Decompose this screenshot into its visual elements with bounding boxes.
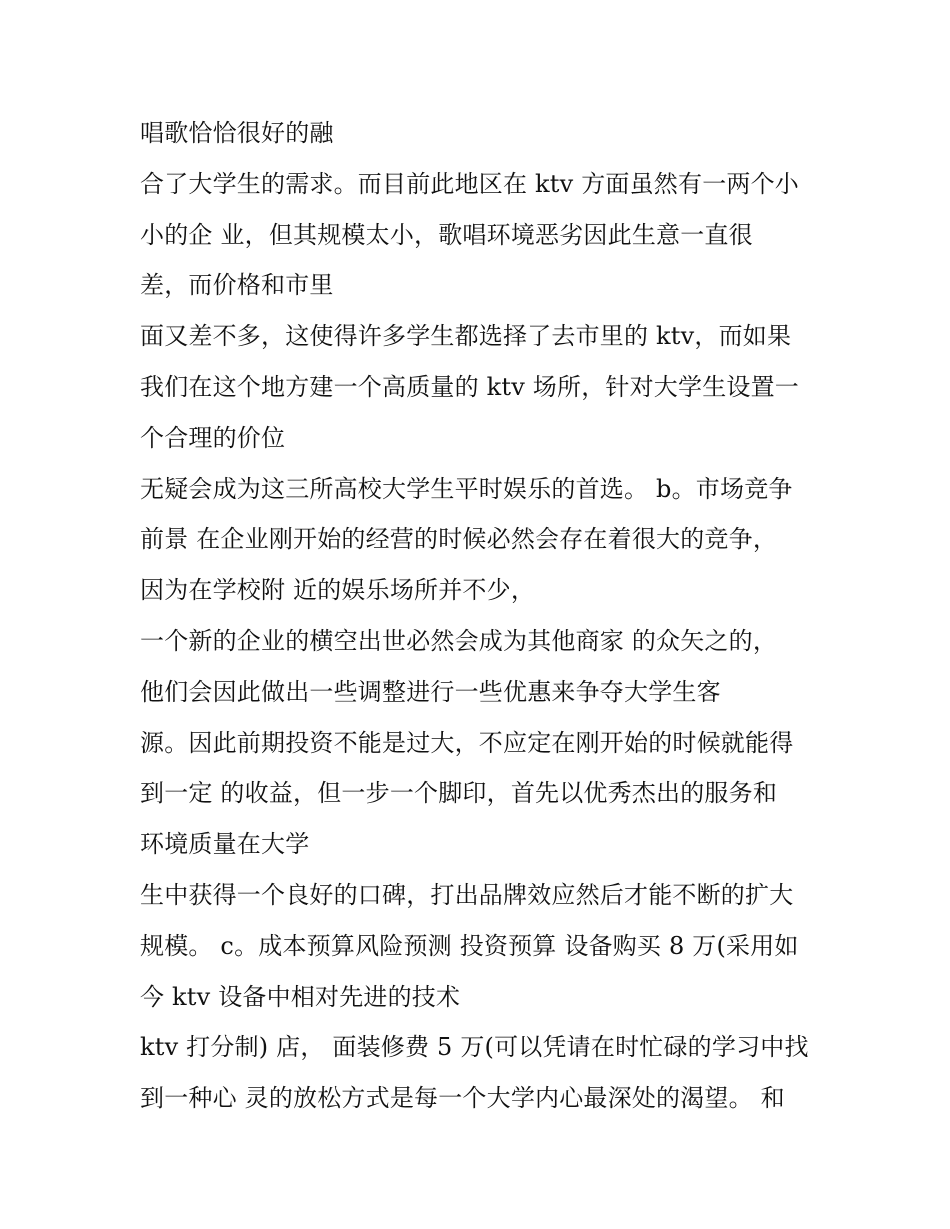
text-line: ktv 打分制) 店， 面装修费 5 万(可以凭请在时忙碌的学习中找 <box>140 1033 809 1062</box>
text-line: 因为在学校附 近的娱乐场所并不少， <box>140 576 536 605</box>
text-line: 前景 在企业刚开始的经营的时候必然会存在着很大的竞争， <box>140 525 778 554</box>
text-line: 今 ktv 设备中相对先进的技术 <box>140 982 461 1011</box>
text-line: 到一种心 灵的放松方式是每一个大学内心最深处的渴望。 和 <box>140 1084 785 1113</box>
text-line: 源。因此前期投资不能是过大，不应定在刚开始的时候就能得 <box>140 728 794 757</box>
text-line: 一个新的企业的横空出世必然会成为其他商家 的众矢之的， <box>140 626 778 655</box>
text-line: 生中获得一个良好的口碑，打出品牌效应然后才能不断的扩大 <box>140 880 794 909</box>
text-line: 个合理的价位 <box>140 423 286 452</box>
text-line: 环境质量在大学 <box>140 830 310 859</box>
text-line: 唱歌恰恰很好的融 <box>140 119 334 147</box>
text-line: 差，而价格和市里 <box>140 271 334 300</box>
text-line: 面又差不多，这使得许多学生都选择了去市里的 ktv，而如果 <box>140 322 792 351</box>
text-line: 合了大学生的需求。而目前此地区在 ktv 方面虽然有一两个小 <box>140 169 800 198</box>
text-line: 小的企 业，但其规模太小，歌唱环境恶劣因此生意一直很 <box>140 220 753 249</box>
text-line: 到一定 的收益，但一步一个脚印，首先以优秀杰出的服务和 <box>140 779 778 808</box>
document-body <box>140 108 830 1124</box>
text-line: 我们在这个地方建一个高质量的 ktv 场所，针对大学生设置一 <box>140 372 800 401</box>
text-line: 无疑会成为这三所高校大学生平时娱乐的首选。 b。市场竞争 <box>140 474 793 503</box>
text-line: 规模。 c。成本预算风险预测 投资预算 设备购买 8 万(采用如 <box>140 931 799 960</box>
text-line: 他们会因此做出一些调整进行一些优惠来争夺大学生客 <box>140 677 721 706</box>
